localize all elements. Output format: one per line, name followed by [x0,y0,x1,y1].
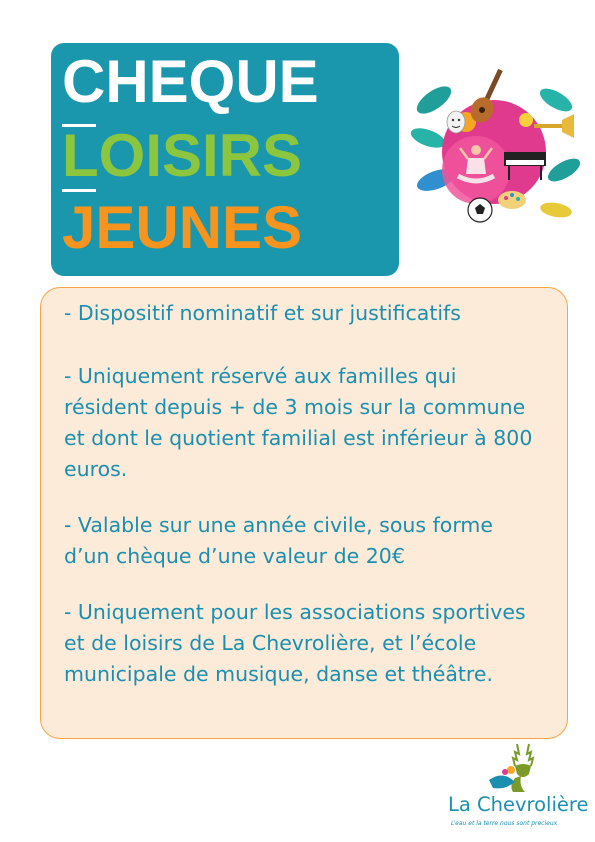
leisure-illustration [406,60,582,230]
soccer-ball-icon [468,198,492,222]
title-line-jeunes: JEUNES [62,194,303,261]
la-chevroliere-logo [445,740,580,830]
title-line-loisirs: LOISIRS [62,122,303,189]
wave-icon [489,775,515,788]
info-item-usage: - Uniquement pour les associations sportives et de loisirs de La Chevrolière, et l’école municipale de musique, danse et théâtre. [64,600,526,686]
paint-palette-icon [498,191,526,209]
logo-name: La Chevrolière [448,793,589,816]
info-item-validity: - Valable sur une année civile, sous forme d’un chèque d’une valeur de 20€ [64,513,493,568]
title-line-cheque: CHEQUE [62,48,319,115]
info-item-nominative: - Dispositif nominatif et sur justificatifs [64,301,461,325]
info-item-eligibility: - Uniquement réservé aux familles qui résident depuis + de 3 mois sur la commune et dont le quotient familial est inférieur à 800 euros. [64,364,533,481]
logo-tagline: L’eau et la terre nous sont precieux [451,820,558,827]
theatre-masks-icon [447,111,465,133]
deer-icon [511,744,533,792]
title-accent-dash [62,189,96,192]
flower-icon [502,766,515,775]
